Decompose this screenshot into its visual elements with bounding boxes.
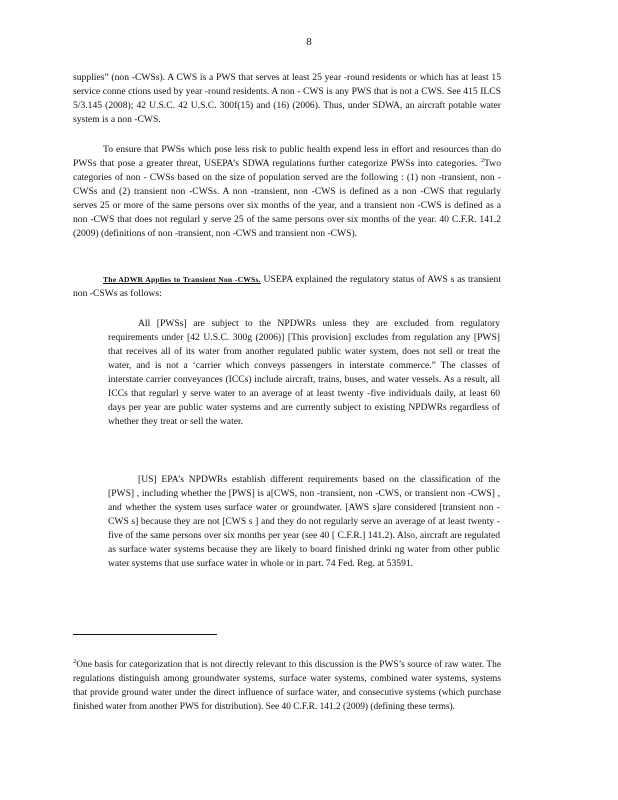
quote-text: [US] EPA’s NPDWRs establish different requirements based on the classification of the [PWS] , including whether the [PWS] is a[CWS, non -transient, non -CWS, or transient non -CWS] , and whether the system uses surface water or groundwater. [AWS s]are considered [transient non -CWS s] because they are not [CWS s ] and they do not regularly serve an average of at least twenty -five of the same persons over six months per year (see 40 [ C.F.R.] 141.2). Also, aircraft are regulated as surface water systems because they are likely to board finished drinki ng water from other public water systems that use surface water in whole or in part. 74 Fed. Reg. at 53591. — [108, 474, 500, 569]
paragraph-cws-definition — [73, 71, 501, 127]
section-run-in-heading: The ADWR Applies to Transient Non -CWSs. — [103, 275, 261, 284]
footnote-text — [73, 658, 501, 714]
footnote-mark: 2 — [73, 657, 77, 665]
footnote-separator — [73, 634, 217, 635]
footnote-reference: 2 — [480, 156, 485, 164]
block-quote-2 — [108, 473, 500, 571]
paragraph-text-before: To ensure that PWSs which pose less risk to public health expend less in effort and resources than do PWSs that pose a greater threat, USEPA’s SDWA regulations further categorize PWSs into categories. — [73, 144, 501, 169]
paragraph-text: USEPA explained the regulatory status of AWS s as transient non -CSWs as follows: — [73, 274, 501, 299]
paragraph-adwr-applies — [73, 273, 501, 301]
footnote-body: One basis for categorization that is not directly relevant to this discussion is the PWS’s source of raw water. The regulations distinguish among groundwater systems, surface water systems, combined water systems, systems that provide ground water under the direct influence of surface water, and consecutive systems (which purchase finished water from another PWS for distribution). See 40 C.F.R. 141.2 (2009) (defining these terms). — [73, 660, 501, 712]
paragraph-text — [73, 143, 501, 241]
paragraph-text — [73, 273, 501, 301]
paragraph-categories — [73, 143, 501, 241]
page-number: 8 — [306, 36, 312, 48]
paragraph-text-after: Two categories of non - CWSs based on the size of population served are the following : (1) non -transient, non -CWSs and (2) transient non -CWSs. A non -transient, non -CWS is defined as a non -CWS that regularly serves 25 or more of the same persons over six months of the year, and a transient non -CWS is defined as a non -CWS that does not regularl y serve 25 of the same persons over six months of the year. 40 C.F.R. 141.2 (2009) (definitions of non -transient, non -CWS and transient non -CWS). — [73, 158, 501, 239]
quote-text: All [PWSs] are subject to the NPDWRs unless they are excluded from regulatory requirements under [42 U.S.C. 300g (2006)] [This provision] excludes from regulation any [PWS] that receives all of its water from another regulated public water system, does not sell or treat the water, and is not a ‘carrier which conveys passengers in interstate commerce.” The classes of interstate carrier conveyances (ICCs) include aircraft, trains, buses, and water vessels. As a result, all ICCs that regularl y serve water to an average of at least twenty -five individuals daily, at least 60 days per year are public water systems and are currently subject to existing NPDWRs regardless of whether they treat or sell the water. — [108, 318, 500, 427]
paragraph-text: supplies” (non -CWSs). A CWS is a PWS that serves at least 25 year -round residents or which has at least 15 service conne ctions used by year -round residents. A non - CWS is any PWS that is not a CWS. See 415 ILCS 5/3.145 (2008); 42 U.S.C. 42 U.S.C. 300f(15) and (16) (2006). Thus, under SDWA, an aircraft potable water system is a non -CWS. — [73, 72, 501, 125]
block-quote-1 — [108, 317, 500, 429]
footnote — [73, 658, 501, 714]
